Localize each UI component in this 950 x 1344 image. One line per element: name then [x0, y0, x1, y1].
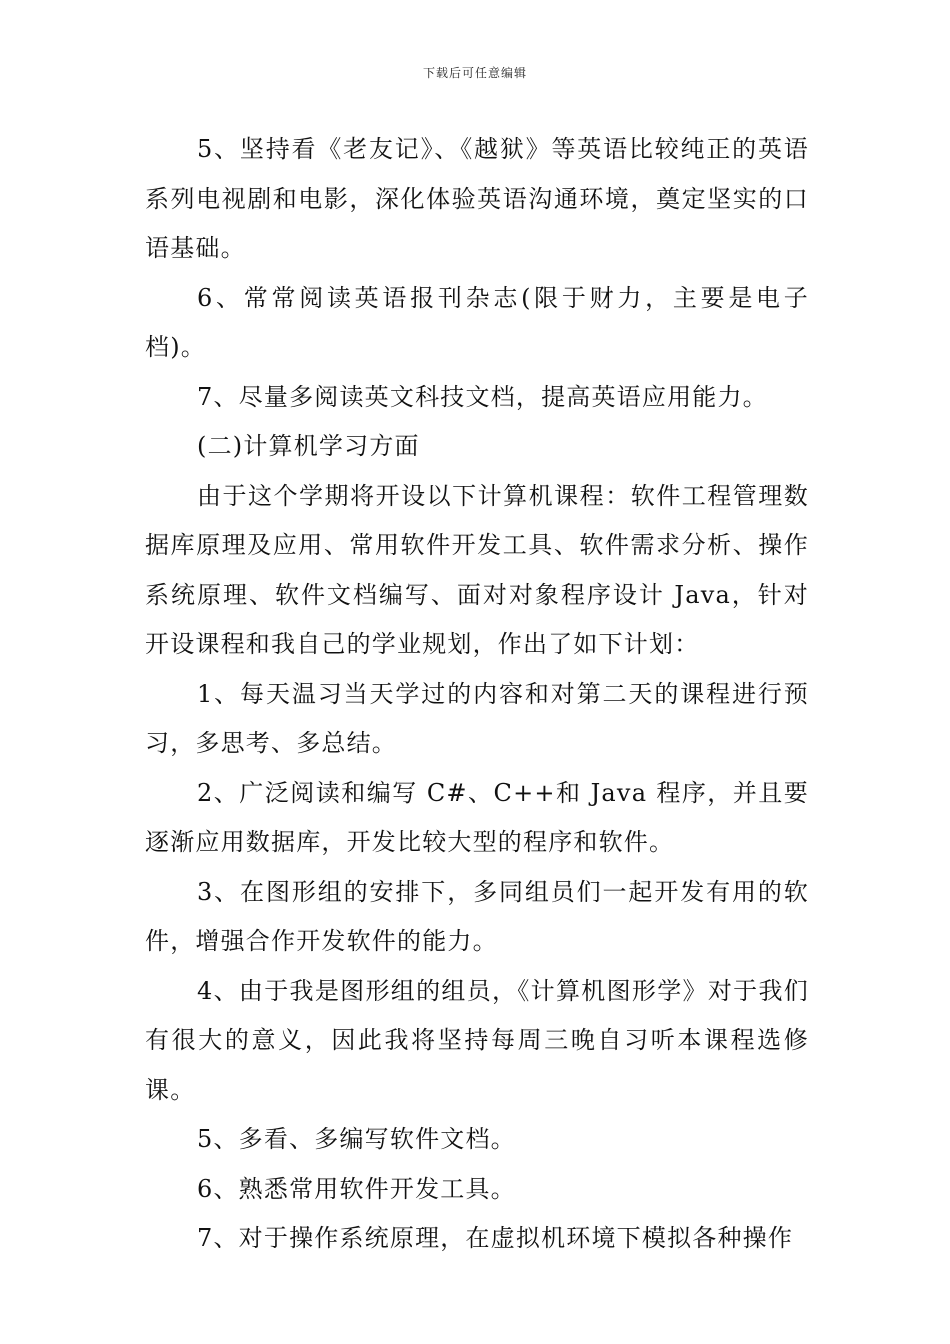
- paragraph: 5、多看、多编写软件文档。: [197, 1125, 516, 1153]
- paragraph: 7、对于操作系统原理，在虚拟机环境下模拟各种操作: [197, 1224, 794, 1252]
- page-header: 下载后可任意编辑: [422, 66, 527, 80]
- paragraph: 6、常常阅读英语报刊杂志(限于财力，主要是电子档)。: [145, 283, 809, 361]
- paragraph: 3、在图形组的安排下，多同组员们一起开发有用的软件，增强合作开发软件的能力。: [145, 877, 809, 955]
- paragraph: 2、广泛阅读和编写 C#、C++和 Java 程序，并且要逐渐应用数据库，开发比较大型的程序和软件。: [145, 778, 809, 856]
- paragraph: 6、熟悉常用软件开发工具。: [197, 1174, 516, 1203]
- paragraph: 4、由于我是图形组的组员，《计算机图形学》对于我们有很大的意义，因此我将坚持每周三晚自习听本课程选修课。: [145, 976, 809, 1104]
- paragraph: 由于这个学期将开设以下计算机课程：软件工程管理数据库原理及应用、常用软件开发工具、软件需求分析、操作系统原理、软件文档编写、面对对象程序设计 Java，针对开设课程和我自己的学业规划，作出了如下计划：: [145, 481, 809, 658]
- paragraph: 7、尽量多阅读英文科技文档，提高英语应用能力。: [197, 382, 768, 411]
- section-heading: (二)计算机学习方面: [197, 432, 420, 460]
- paragraph: 1、每天温习当天学过的内容和对第二天的课程进行预习，多思考、多总结。: [145, 679, 809, 757]
- document-body: [145, 125, 809, 1264]
- paragraph: 5、坚持看《老友记》、《越狱》等英语比较纯正的英语系列电视剧和电影，深化体验英语沟通环境，奠定坚实的口语基础。: [145, 135, 809, 262]
